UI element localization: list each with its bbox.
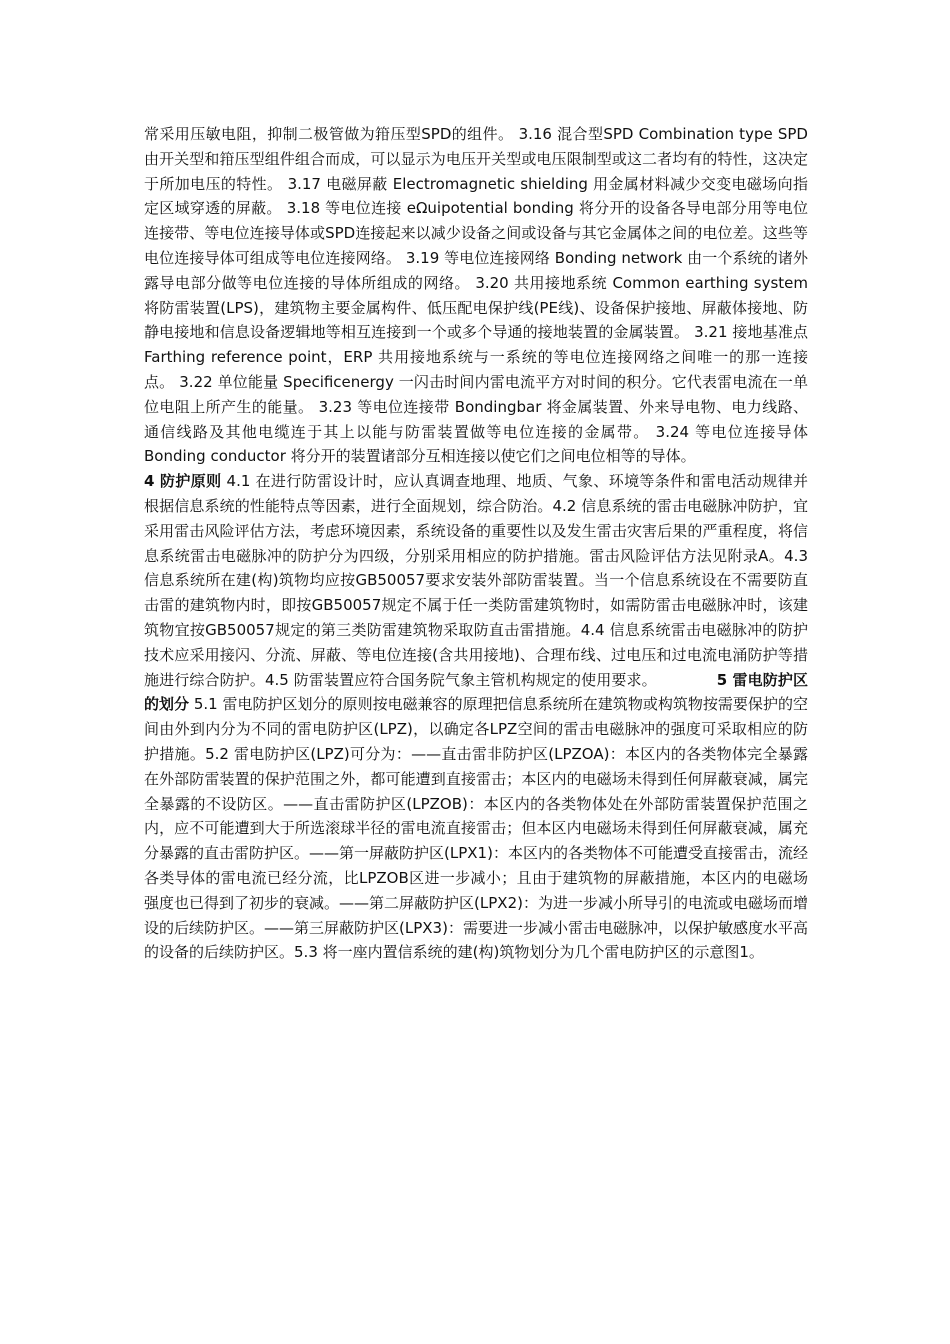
section-5-text: 5.1 雷电防护区划分的原则按电磁兼容的原理把信息系统所在建筑物或构筑物按需要保护的空间由外到内分为不同的雷电防护区(LPZ)，以确定各LPZ空间的雷击电磁脉冲的强度可采取相应的防护措施。5.2 雷电防护区(LPZ)可分为：——直击雷非防护区(LPZOA)：本区内的各类物体完全暴露在外部防雷装置的保护范围之外，都可能遭到直接雷击；本区内的电磁场未得到任何屏蔽衰减，属完全暴露的不设防区。——直击雷防护区(LPZOB)：本区内的各类物体处在外部防雷装置保护范围之内，应不可能遭到大于所选滚球半径的雷电流直接雷击；但本区内电磁场未得到任何屏蔽衰减，属充分暴露的直击雷防护区。——第一屏蔽防护区(LPX1)：本区内的各类物体不可能遭受直接雷击，流经各类导体的雷电流已经分流，比LPZOB区进一步减小；且由于建筑物的屏蔽措施，本区内的电磁场强度也已得到了初步的衰减。——第二屏蔽防护区(LPX2)：为进一步减小所导引的电流或电磁场而增设的后续防护区。——第三屏蔽防护区(LPX3)：需要进一步减小雷击电磁脉冲，以保护敏感度水平高的设备的后续防护区。5.3 将一座内置信系统的建(构)筑物划分为几个雷电防护区的示意图1。 [144, 695, 808, 962]
document-page [144, 122, 808, 965]
section-4-text: 4.1 在进行防雷设计时，应认真调查地理、地质、气象、环境等条件和雷电活动规律并根据信息系统的性能特点等因素，进行全面规划，综合防治。4.2 信息系统的雷击电磁脉冲防护，宜采用雷击风险评估方法，考虑环境因素，系统设备的重要性以及发生雷击灾害后果的严重程度，将信息系统雷击电磁脉冲的防护分为四级，分别采用相应的防护措施。雷击风险评估方法见附录A。4.3 信息系统所在建(构)筑物均应按GB50057要求安装外部防雷装置。当一个信息系统设在不需要防直击雷的建筑物内时，即按GB50057规定不属于任一类防雷建筑物时，如需防雷击电磁脉冲时，该建筑物宜按GB50057规定的第三类防雷建筑物采取防直击雷措施。4.4 信息系统雷击电磁脉冲的防护技术应采用接闪、分流、屏蔽、等电位连接(含共用接地)、合理布线、过电压和过电流电涌防护等措施进行综合防护。4.5 防雷装置应符合国务院气象主管机构规定的使用要求。 [144, 472, 808, 689]
paragraph-protection-principles [144, 469, 808, 965]
section-4-heading: 4 防护原则 [144, 472, 222, 491]
paragraph-definitions [144, 122, 808, 469]
definitions-text: 常采用压敏电阻，抑制二极管做为箝压型SPD的组件。 3.16 混合型SPD Combination type SPD 由开关型和箝压型组件组合而成，可以显示为电压开关型或电压限制型或这二者均有的特性，这决定于所加电压的特性。 3.17 电磁屏蔽 Electromagnetic shielding 用金属材料减少交变电磁场向指定区域穿透的屏蔽。 3.18 等电位连接 eΩuipotential bonding 将分开的设备各导电部分用等电位连接带、等电位连接导体或SPD连接起来以减少设备之间或设备与其它金属体之间的电位差。这些等电位连接导体可组成等电位连接网络。 3.19 等电位连接网络 Bonding network 由一个系统的诸外露导电部分做等电位连接的导体所组成的网络。 3.20 共用接地系统 Common earthing system 将防雷装置(LPS)，建筑物主要金属构件、低压配电保护线(PE线)、设备保护接地、屏蔽体接地、防静电接地和信息设备逻辑地等相互连接到一个或多个导通的接地装置的金属装置。 3.21 接地基准点 Farthing reference point，ERP 共用接地系统与一系统的等电位连接网络之间唯一的那一连接点。 3.22 单位能量 Specificenergy 一闪击时间内雷电流平方对时间的积分。它代表雷电流在一单位电阻上所产生的能量。 3.23 等电位连接带 Bondingbar 将金属装置、外来导电物、电力线路、通信线路及其他电缆连于其上以能与防雷装置做等电位连接的金属带。 3.24 等电位连接导体 Bonding conductor 将分开的装置诸部分互相连接以使它们之间电位相等的导体。 [144, 125, 808, 466]
section-5-heading: 5 雷电防护区的划分 [144, 670, 808, 714]
